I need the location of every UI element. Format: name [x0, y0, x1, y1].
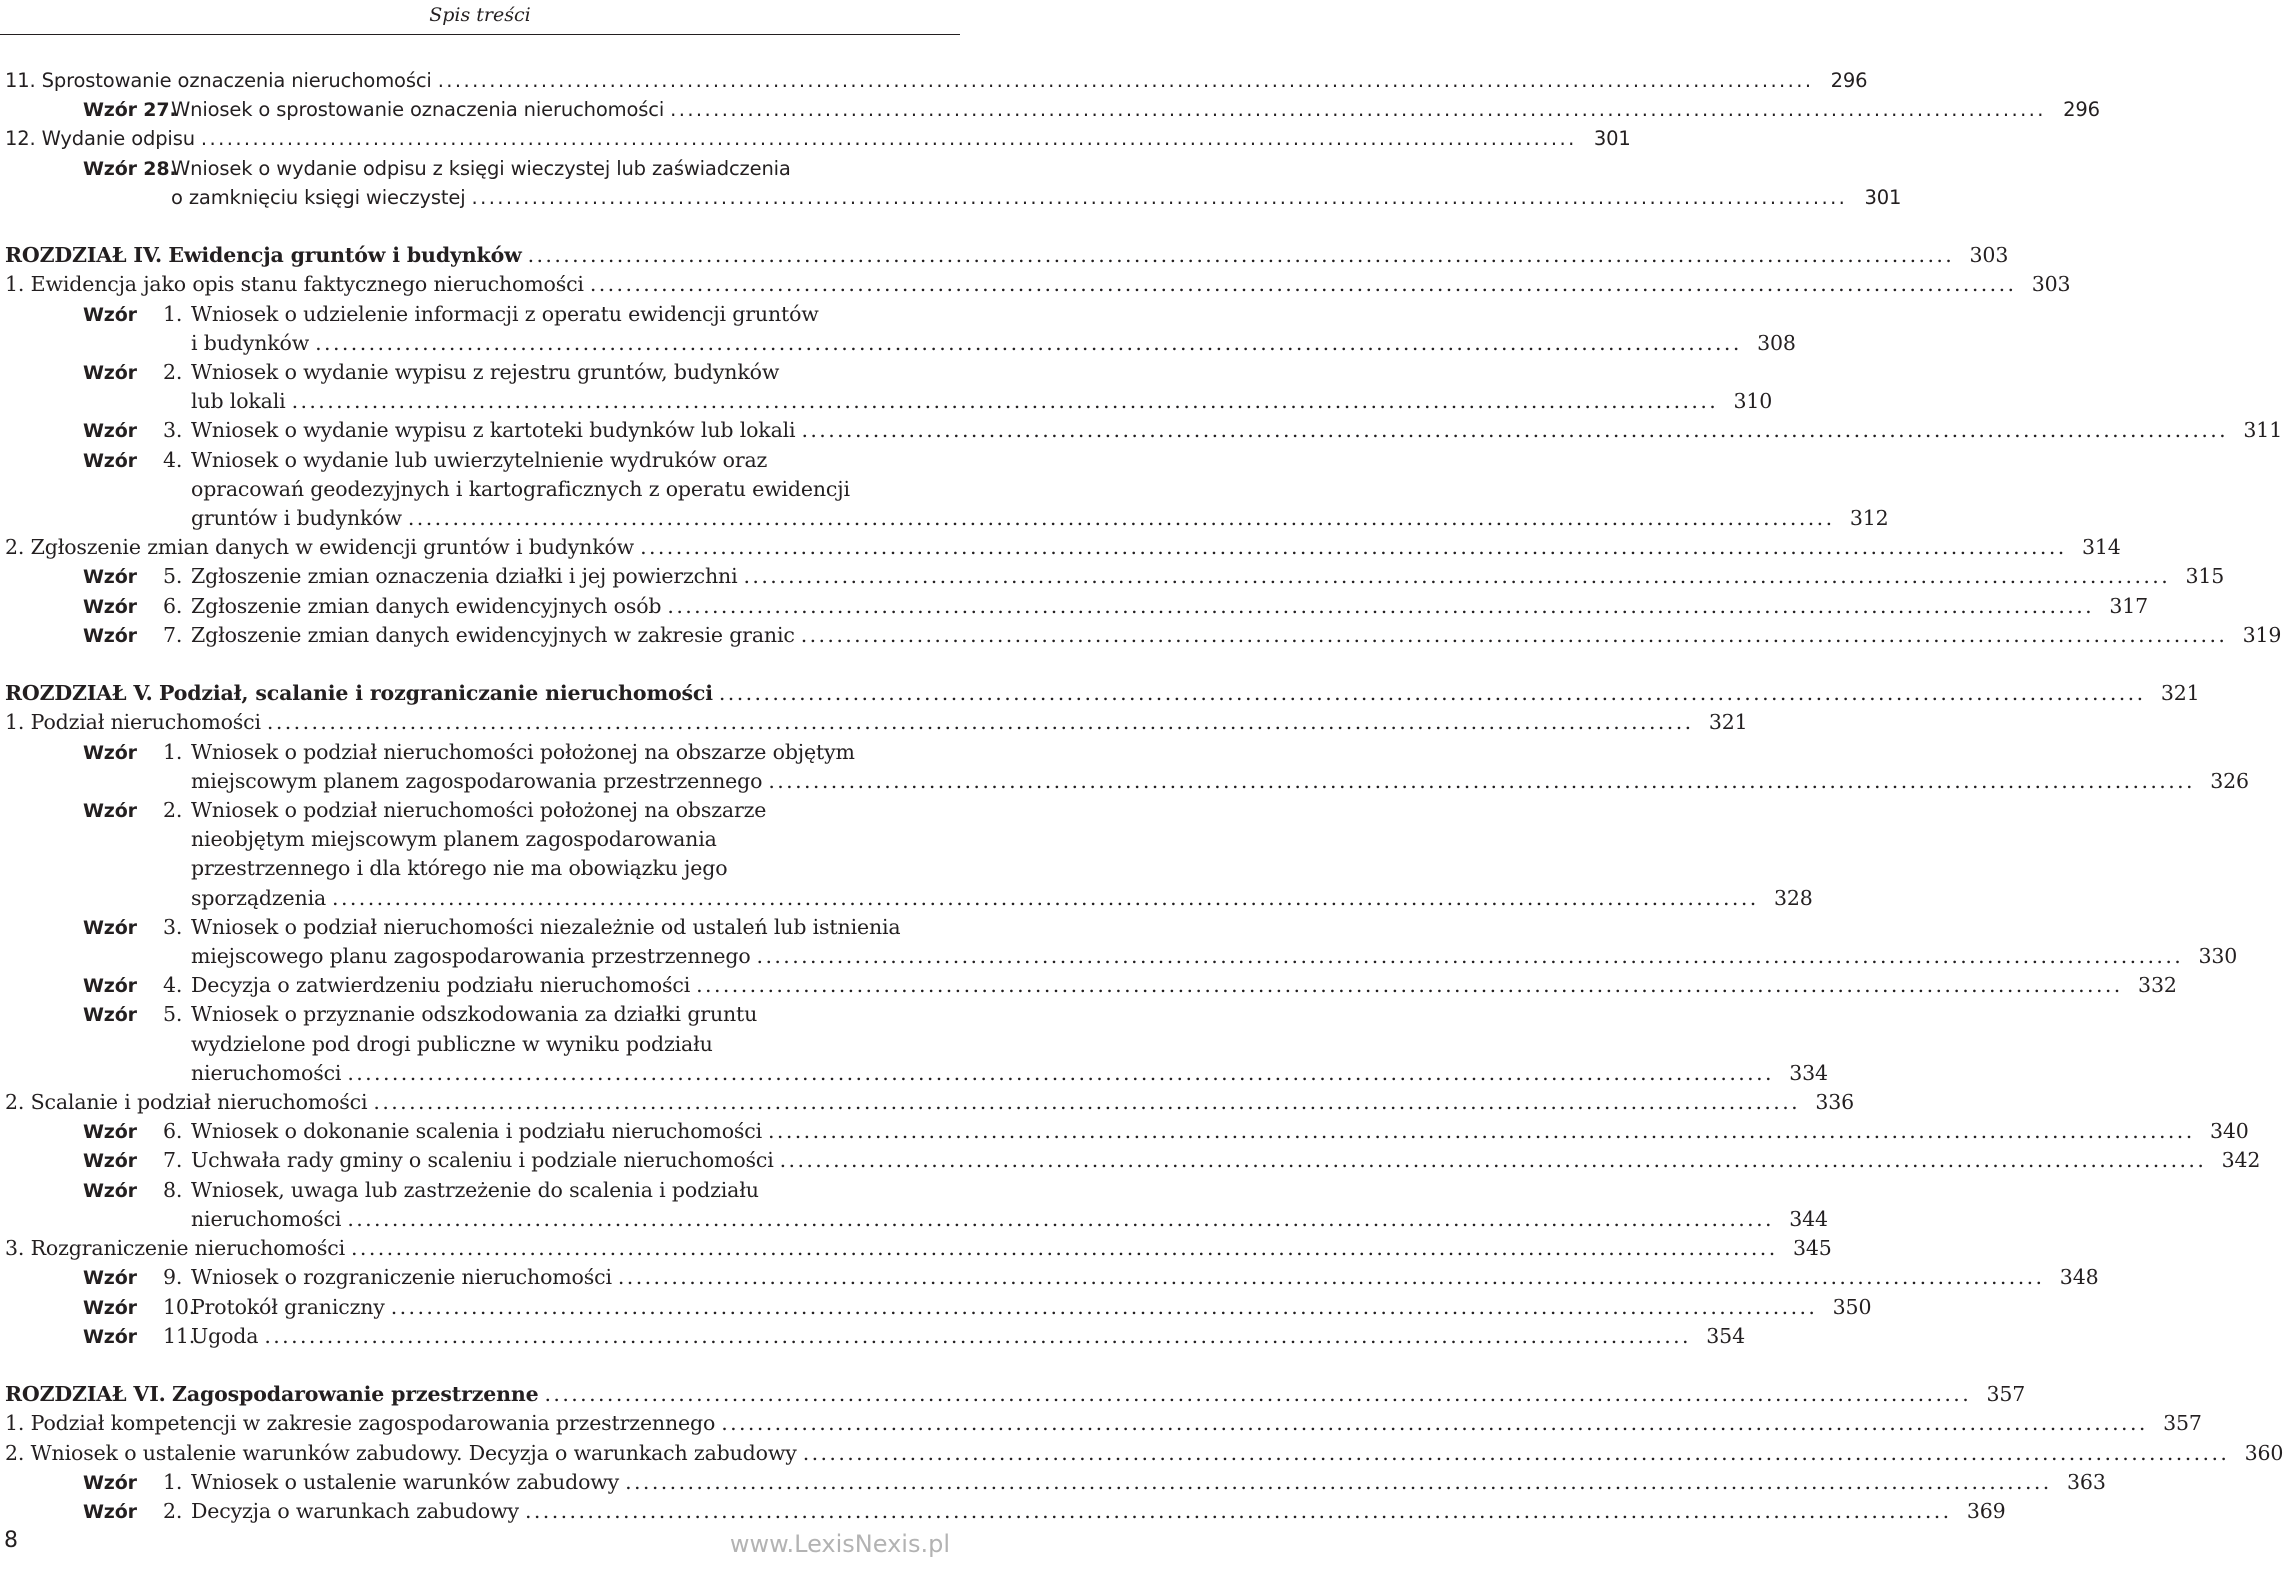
toc-form: [5, 446, 1889, 534]
form-number: 4.: [163, 447, 183, 472]
dot-leader: ................................................................................................................................................................: [721, 1411, 2148, 1436]
form-title-line: Wniosek o rozgraniczenie nieruchomości: [191, 1265, 612, 1290]
form-title-line: nieruchomości: [191, 1206, 342, 1231]
form-label-word: Wzór 28.: [83, 157, 177, 180]
chapter-title: Podział, scalanie i rozgraniczanie nieruchomości: [158, 681, 713, 706]
form-label-word: Wzór: [83, 449, 137, 472]
toc-form: [5, 738, 2249, 796]
form-title-line: Zgłoszenie zmian oznaczenia działki i jej powierzchni: [191, 564, 738, 589]
toc-title-text: [5, 1409, 721, 1438]
dot-leader: ................................................................................................................................................................: [264, 1323, 1691, 1348]
form-label-word: Wzór: [83, 975, 137, 998]
dot-leader: ................................................................................................................................................................: [200, 127, 1577, 151]
form-title-line: miejscowego planu zagospodarowania przestrzennego: [191, 944, 751, 969]
dot-leader: ................................................................................................................................................................: [617, 1265, 2045, 1290]
toc-title-text: [5, 1439, 803, 1468]
form-label: [83, 796, 191, 826]
form-number: 2.: [163, 1498, 183, 1523]
toc-form: [5, 796, 1813, 913]
dot-leader: ................................................................................................................................................................: [670, 98, 2046, 122]
form-label: [83, 1468, 191, 1498]
form-label: [83, 1263, 191, 1293]
section-title: 12. Wydanie odpisu: [5, 127, 195, 151]
form-label-word: Wzór: [83, 1121, 137, 1144]
toc-section: [5, 270, 2071, 299]
form-label-word: Wzór: [83, 800, 137, 823]
toc-title-text: [191, 1263, 618, 1292]
toc-leader-line: [191, 387, 1773, 416]
dot-leader: ................................................................................................................................................................: [768, 768, 2195, 793]
dot-leader: ................................................................................................................................................................: [347, 1206, 1774, 1231]
form-number: 7.: [163, 622, 183, 647]
dot-leader: ................................................................................................................................................................: [696, 973, 2123, 998]
toc-leader-line: [191, 621, 2282, 650]
form-label: [83, 1176, 191, 1206]
page-ref: 315: [2185, 564, 2225, 589]
dot-leader: ................................................................................................................................................................: [544, 1382, 1972, 1407]
form-label-word: Wzór: [83, 1004, 137, 1027]
toc-title-text: [5, 1088, 373, 1117]
page-ref: 296: [2063, 98, 2100, 122]
running-header: Spis treści: [429, 4, 531, 26]
toc-title-text: [191, 1293, 391, 1322]
header-rule: [0, 34, 960, 35]
form-title-line: Wniosek o sprostowanie oznaczenia nieruchomości: [171, 98, 665, 122]
form-number: 5.: [163, 1002, 183, 1027]
toc-title-text: [191, 592, 667, 621]
toc-form: [5, 416, 2283, 445]
form-label: [83, 621, 191, 651]
dot-leader: ................................................................................................................................................................: [779, 1148, 2207, 1173]
toc-title-text: [171, 183, 472, 212]
form-number: 3.: [163, 914, 183, 939]
page-ref: 308: [1757, 330, 1796, 355]
toc-form: [5, 95, 2100, 124]
page-ref: 301: [1593, 127, 1631, 151]
toc-form: [5, 300, 1796, 358]
toc-chapter: [5, 679, 2200, 708]
page-ref: 350: [1832, 1294, 1872, 1319]
toc-title-text: [191, 562, 744, 591]
section-title: 1. Ewidencja jako opis stanu faktycznego nieruchomości: [5, 272, 584, 297]
toc-leader-line: [5, 124, 1631, 153]
form-title-line: Decyzja o zatwierdzeniu podziału nieruchomości: [191, 973, 691, 998]
toc-section: [5, 1439, 2283, 1468]
toc-leader-line: [191, 416, 2283, 445]
page-ref: 314: [2082, 535, 2121, 560]
toc-chapter: [5, 241, 2009, 270]
section-title: 2. Scalanie i podział nieruchomości: [5, 1090, 368, 1115]
form-title-line: Protokół graniczny: [191, 1294, 385, 1319]
toc-title-text: [5, 679, 719, 708]
toc-title-text: [191, 1468, 625, 1497]
form-number: 9.: [163, 1265, 183, 1290]
toc-leader-line: [171, 183, 1902, 212]
form-label-word: Wzór: [83, 1179, 137, 1202]
form-label: [83, 1000, 191, 1030]
toc-leader-line: [5, 708, 1748, 737]
dot-leader: ................................................................................................................................................................: [407, 506, 1835, 531]
page-ref: 303: [1969, 243, 2009, 268]
chapter-number: ROZDZIAŁ IV.: [5, 243, 163, 268]
toc-form: [5, 1146, 2261, 1175]
page-ref: 310: [1733, 389, 1773, 414]
toc-form: [5, 1263, 2099, 1292]
toc-form: [5, 358, 1773, 416]
form-label-word: Wzór: [83, 624, 137, 647]
dot-leader: ................................................................................................................................................................: [390, 1294, 1818, 1319]
toc-section: [5, 66, 1868, 95]
chapter-number: ROZDZIAŁ V.: [5, 681, 153, 706]
page-ref: 312: [1849, 506, 1889, 531]
form-title-line: Wniosek o dokonanie scalenia i podziału nieruchomości: [191, 1119, 763, 1144]
toc-form: [5, 562, 2225, 591]
toc-chapter: [5, 1380, 2026, 1409]
form-number: 10.: [163, 1294, 196, 1319]
form-title-line: Wniosek o wydanie lub uwierzytelnienie wydruków oraz: [191, 447, 768, 472]
toc-title-text: [191, 1146, 780, 1175]
section-title: 1. Podział nieruchomości: [5, 710, 261, 735]
toc-title-text: [191, 1497, 525, 1526]
form-number: 2.: [163, 360, 183, 385]
dot-leader: ................................................................................................................................................................: [437, 69, 1814, 92]
form-title-line: nieruchomości: [191, 1060, 342, 1085]
publisher-website: www.LexisNexis.pl: [729, 1530, 950, 1558]
page-ref: 328: [1773, 885, 1813, 910]
form-number: 1.: [163, 739, 183, 764]
toc-title-text: [191, 416, 801, 445]
toc-title-text: [5, 533, 640, 562]
form-title-line: Wniosek o podział nieruchomości położonej na obszarze objętym: [191, 739, 855, 764]
toc-title-text: [191, 971, 696, 1000]
table-of-contents: [5, 66, 2283, 1526]
page-ref: 321: [2160, 681, 2200, 706]
page-ref: 330: [2198, 944, 2238, 969]
toc-title-text: [191, 329, 315, 358]
toc-leader-line: [191, 1059, 1828, 1088]
toc-leader-line: [5, 270, 2071, 299]
form-title-line: Ugoda: [191, 1323, 259, 1348]
dot-leader: ................................................................................................................................................................: [291, 389, 1719, 414]
form-label: [83, 446, 191, 476]
toc-title-text: [5, 66, 438, 95]
dot-leader: ................................................................................................................................................................: [625, 1469, 2052, 1494]
dot-leader: ................................................................................................................................................................: [347, 1060, 1774, 1085]
form-label: [83, 154, 177, 184]
chapter-title: Ewidencja gruntów i budynków: [168, 243, 522, 268]
form-number: 6.: [163, 593, 183, 618]
toc-leader-line: [5, 1409, 2202, 1438]
dot-leader: ................................................................................................................................................................: [800, 622, 2228, 647]
form-label-word: Wzór: [83, 1500, 137, 1523]
form-label: [83, 300, 191, 330]
page-ref: 326: [2210, 768, 2249, 793]
dot-leader: ................................................................................................................................................................: [527, 243, 1955, 268]
chapter-number: ROZDZIAŁ VI.: [5, 1382, 166, 1407]
form-number: 8.: [163, 1177, 183, 1202]
form-label: [83, 1293, 196, 1323]
form-label-word: Wzór: [83, 1150, 137, 1173]
form-title-line: Wniosek o udzielenie informacji z operatu ewidencji gruntów: [191, 301, 819, 326]
form-number: 11.: [163, 1323, 196, 1348]
dot-leader: ................................................................................................................................................................: [589, 272, 2017, 297]
toc-title-text: [191, 387, 292, 416]
form-title-line: Wniosek o podział nieruchomości położonej na obszarze: [191, 798, 767, 823]
dot-leader: ................................................................................................................................................................: [351, 1236, 1778, 1261]
page-ref: 345: [1792, 1236, 1832, 1261]
toc-leader-line: [191, 329, 1796, 358]
page-ref: 369: [1966, 1498, 2006, 1523]
toc-section: [5, 708, 1748, 737]
dot-leader: ................................................................................................................................................................: [756, 944, 2184, 969]
form-title-line: wydzielone pod drogi publiczne w wyniku podziału: [191, 1031, 713, 1056]
page-ref: 354: [1706, 1323, 1745, 1348]
toc-title-text: [5, 1380, 545, 1409]
form-title-line: Wniosek o wydanie wypisu z kartoteki budynków lub lokali: [191, 418, 796, 443]
form-number: 5.: [163, 564, 183, 589]
dot-leader: ................................................................................................................................................................: [801, 418, 2229, 443]
form-label: [83, 416, 191, 446]
form-number: 2.: [163, 798, 183, 823]
dot-leader: ................................................................................................................................................................: [802, 1440, 2230, 1465]
dot-leader: ................................................................................................................................................................: [640, 535, 2067, 560]
form-title-line: Wniosek, uwaga lub zastrzeżenie do scalenia i podziału: [191, 1177, 759, 1202]
toc-leader-line: [191, 971, 2177, 1000]
form-title-line: i budynków: [191, 330, 310, 355]
form-label-word: Wzór: [83, 1325, 137, 1348]
section-title: 11. Sprostowanie oznaczenia nieruchomości: [5, 69, 432, 92]
form-label-word: Wzór: [83, 420, 137, 443]
form-label: [83, 562, 191, 592]
toc-title-text: [191, 884, 332, 913]
form-label-word: Wzór 27.: [83, 99, 177, 122]
toc-title-text: [191, 621, 801, 650]
form-label-word: Wzór: [83, 595, 137, 618]
toc-title-text: [191, 1059, 347, 1088]
toc-form: [5, 621, 2282, 650]
toc-form: [5, 1000, 1828, 1088]
toc-title-text: [5, 1234, 351, 1263]
form-number: 1.: [163, 1469, 183, 1494]
form-label-word: Wzór: [83, 1296, 137, 1319]
form-label-word: Wzór: [83, 1471, 137, 1494]
form-label: [83, 971, 191, 1001]
toc-section: [5, 1409, 2202, 1438]
form-title-line: Wniosek o wydanie odpisu z księgi wieczystej lub zaświadczenia: [171, 156, 791, 180]
form-number: 6.: [163, 1119, 183, 1144]
dot-leader: ................................................................................................................................................................: [667, 593, 2095, 618]
toc-title-text: [5, 708, 267, 737]
page-ref: 332: [2138, 973, 2177, 998]
toc-leader-line: [5, 1439, 2283, 1468]
toc-leader-line: [191, 504, 1889, 533]
toc-leader-line: [191, 1263, 2099, 1292]
toc-form: [5, 592, 2149, 621]
page-ref: 336: [1815, 1090, 1855, 1115]
dot-leader: ................................................................................................................................................................: [743, 564, 2171, 589]
form-label: [83, 1117, 191, 1147]
form-title-line: Uchwała rady gminy o scaleniu i podziale nieruchomości: [191, 1148, 774, 1173]
chapter-title: Zagospodarowanie przestrzenne: [172, 1382, 539, 1407]
page-ref: 296: [1830, 69, 1868, 92]
page-ref: 311: [2243, 418, 2283, 443]
form-label-word: Wzór: [83, 916, 137, 939]
toc-section: [5, 1234, 1832, 1263]
dot-leader: ................................................................................................................................................................: [718, 681, 2146, 706]
dot-leader: ................................................................................................................................................................: [266, 710, 1694, 735]
toc-title-text: [5, 124, 201, 153]
toc-section: [5, 533, 2121, 562]
toc-title-text: [191, 1205, 347, 1234]
toc-form: [5, 971, 2177, 1000]
toc-form: [5, 913, 2238, 971]
toc-leader-line: [5, 1380, 2026, 1409]
toc-title-text: [191, 942, 757, 971]
form-label: [83, 913, 191, 943]
toc-title-text: [191, 504, 408, 533]
form-title-line: Wniosek o ustalenie warunków zabudowy: [191, 1469, 620, 1494]
toc-leader-line: [5, 679, 2200, 708]
toc-title-text: [191, 1117, 768, 1146]
section-title: 1. Podział kompetencji w zakresie zagospodarowania przestrzennego: [5, 1411, 716, 1436]
toc-leader-line: [5, 533, 2121, 562]
toc-form: [5, 1468, 2106, 1497]
page-ref: 360: [2244, 1440, 2283, 1465]
toc-title-text: [191, 767, 768, 796]
toc-leader-line: [191, 1205, 1828, 1234]
toc-form: [5, 1322, 1745, 1351]
dot-leader: ................................................................................................................................................................: [315, 330, 1742, 355]
toc-section: [5, 1088, 1855, 1117]
section-title: 2. Zgłoszenie zmian danych w ewidencji gruntów i budynków: [5, 535, 635, 560]
form-title-line: lub lokali: [191, 389, 286, 414]
form-label: [83, 358, 191, 388]
form-title-line: gruntów i budynków: [191, 506, 402, 531]
page-ref: 348: [2059, 1265, 2099, 1290]
toc-leader-line: [5, 66, 1868, 95]
dot-leader: ................................................................................................................................................................: [471, 185, 1848, 209]
toc-leader-line: [191, 1293, 1872, 1322]
form-title-line: nieobjętym miejscowym planem zagospodarowania: [191, 827, 717, 852]
form-number: 1.: [163, 301, 183, 326]
form-label-word: Wzór: [83, 1267, 137, 1290]
page-ref: 303: [2031, 272, 2071, 297]
dot-leader: ................................................................................................................................................................: [332, 885, 1759, 910]
page-ref: 342: [2221, 1148, 2261, 1173]
toc-leader-line: [191, 592, 2149, 621]
toc-leader-line: [191, 884, 1813, 913]
toc-leader-line: [191, 767, 2249, 796]
form-number: 7.: [163, 1148, 183, 1173]
page-ref: 334: [1789, 1060, 1828, 1085]
dot-leader: ................................................................................................................................................................: [373, 1090, 1801, 1115]
form-title-line: sporządzenia: [191, 885, 327, 910]
form-label: [83, 738, 191, 768]
form-title-line: Decyzja o warunkach zabudowy: [191, 1498, 519, 1523]
form-number: 4.: [163, 973, 183, 998]
form-label-word: Wzór: [83, 566, 137, 589]
form-label: [83, 95, 177, 125]
form-title-line: o zamknięciu księgi wieczystej: [171, 185, 466, 209]
page-ref: 344: [1789, 1206, 1828, 1231]
form-title-line: Zgłoszenie zmian danych ewidencyjnych w zakresie granic: [191, 622, 795, 647]
form-label-word: Wzór: [83, 303, 137, 326]
page-ref: 321: [1708, 710, 1748, 735]
form-label: [83, 1497, 191, 1527]
dot-leader: ................................................................................................................................................................: [768, 1119, 2195, 1144]
page-ref: 319: [2242, 622, 2282, 647]
toc-leader-line: [5, 241, 2009, 270]
page-ref: 340: [2209, 1119, 2249, 1144]
section-title: 3. Rozgraniczenie nieruchomości: [5, 1236, 345, 1261]
form-label-word: Wzór: [83, 741, 137, 764]
page-ref: 317: [2109, 593, 2149, 618]
toc-title-text: [5, 270, 590, 299]
toc-leader-line: [191, 1322, 1745, 1351]
form-number: 3.: [163, 418, 183, 443]
toc-leader-line: [171, 95, 2100, 124]
toc-title-text: [171, 95, 670, 124]
toc-title-text: [5, 241, 528, 270]
form-label: [83, 1322, 196, 1352]
toc-leader-line: [5, 1088, 1855, 1117]
form-label: [83, 592, 191, 622]
toc-form: [5, 1293, 1872, 1322]
toc-leader-line: [191, 1117, 2249, 1146]
page-number: 8: [4, 1528, 18, 1553]
toc-leader-line: [191, 1468, 2106, 1497]
toc-form: [5, 1117, 2249, 1146]
toc-form: [5, 1497, 2006, 1526]
toc-leader-line: [5, 1234, 1832, 1263]
page-ref: 357: [2163, 1411, 2202, 1436]
page-ref: 357: [1986, 1382, 2026, 1407]
form-title-line: opracowań geodezyjnych i kartograficznych z operatu ewidencji: [191, 476, 850, 501]
toc-form: [5, 154, 1902, 212]
form-label-word: Wzór: [83, 362, 137, 385]
toc-leader-line: [191, 562, 2225, 591]
form-title-line: miejscowym planem zagospodarowania przestrzennego: [191, 768, 763, 793]
section-title: 2. Wniosek o ustalenie warunków zabudowy. Decyzja o warunkach zabudowy: [5, 1440, 797, 1465]
form-label: [83, 1146, 191, 1176]
form-title-line: przestrzennego i dla którego nie ma obowiązku jego: [191, 856, 728, 881]
form-title-line: Wniosek o przyznanie odszkodowania za działki gruntu: [191, 1002, 758, 1027]
form-title-line: Zgłoszenie zmian danych ewidencyjnych osób: [191, 593, 662, 618]
form-title-line: Wniosek o podział nieruchomości niezależnie od ustaleń lub istnienia: [191, 914, 901, 939]
toc-form: [5, 1176, 1828, 1234]
toc-leader-line: [191, 1497, 2006, 1526]
page-ref: 363: [2067, 1469, 2106, 1494]
toc-leader-line: [191, 942, 2238, 971]
toc-leader-line: [191, 1146, 2261, 1175]
form-title-line: Wniosek o wydanie wypisu z rejestru gruntów, budynków: [191, 360, 780, 385]
page-ref: 301: [1864, 185, 1902, 209]
toc-section: [5, 124, 1631, 153]
toc-title-text: [191, 1322, 264, 1351]
dot-leader: ................................................................................................................................................................: [524, 1498, 1952, 1523]
